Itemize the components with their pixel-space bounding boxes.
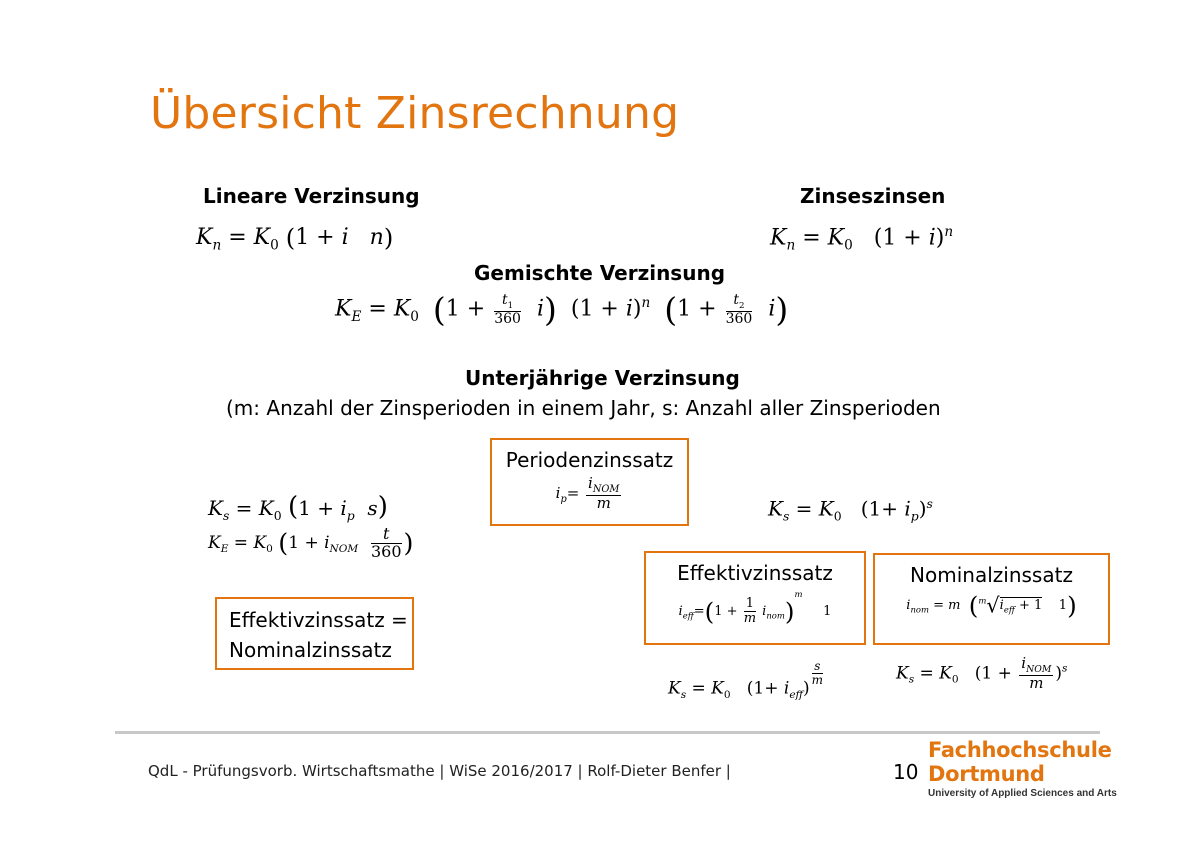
formula-ip: $i_p=$ $\frac{i_{NOM}}{m}$ (555, 474, 620, 513)
subyear-note: (m: Anzahl der Zinsperioden in einem Jahr, s: Anzahl aller Zinsperioden (226, 396, 941, 420)
slide-title: Übersicht Zinsrechnung (150, 88, 680, 139)
formula-ks-linear: $K_s = K_0$ ($1 + i_p$ s) (208, 492, 388, 523)
formula-ieff: $i_{eff}=(1$ + $\frac{1}{m}$ $i_{nom})^m$ 1 (678, 589, 832, 626)
logo-line1: Fachhochschule (928, 738, 1112, 762)
formula-ks-compound: $K_s = K_0$ $(1+ i_p)^s$ (768, 496, 933, 524)
box-nominal-rate (873, 553, 1110, 645)
fh-dortmund-logo (928, 738, 1117, 799)
box-equal-line1: Effektivzinssatz = (229, 608, 408, 632)
logo-line2: Dortmund (928, 762, 1045, 786)
box-effective-rate (644, 551, 866, 645)
formula-mixed: $K_E = K_0$ (1 + $\frac{t_1}{360}$ i) $(1 + i)^n$ (1 + $\frac{t_2}{360}$ i) (335, 290, 789, 329)
footer-text: QdL - Prüfungsvorb. Wirtschaftsmathe | WiSe 2016/2017 | Rolf-Dieter Benfer | (148, 762, 731, 780)
formula-compound: $K_n = K_0$ $(1 + i)^n$ (770, 224, 954, 254)
box-effective-rate-title: Effektivzinssatz (677, 561, 833, 585)
formula-ks-eff: $K_s = K_0$ $(1+ i_{eff})$ $\frac{s}{m}$ (668, 659, 824, 701)
heading-subyear: Unterjährige Verzinsung (465, 366, 740, 390)
box-period-rate (490, 438, 689, 526)
footer-divider (115, 731, 1100, 734)
box-period-rate-title: Periodenzinssatz (505, 448, 674, 472)
box-equal (215, 597, 414, 670)
box-equal-line2: Nominalzinssatz (229, 638, 392, 662)
logo-line3: University of Applied Sciences and Arts (928, 788, 1117, 799)
page-number: 10 (893, 760, 919, 784)
formula-ke-nom: $K_E = K_0$ ($1 + i_{NOM}$ $\frac{t}{360}$ ) (208, 524, 414, 561)
box-nominal-rate-title: Nominalzinssatz (910, 563, 1073, 587)
formula-ks-nom: $K_s = K_0$ (1 + $\frac{i_{NOM}}{m}$ )$^s$ (896, 654, 1068, 692)
heading-compound: Zinseszinsen (800, 184, 946, 208)
heading-mixed: Gemischte Verzinsung (474, 261, 726, 285)
heading-linear: Lineare Verzinsung (203, 184, 420, 208)
formula-linear: $K_n = K_0$ (1 + i n) (196, 224, 394, 254)
formula-inom: $i_{nom} = m$ ($^m√i_{eff} + 1$ 1) (906, 591, 1077, 620)
